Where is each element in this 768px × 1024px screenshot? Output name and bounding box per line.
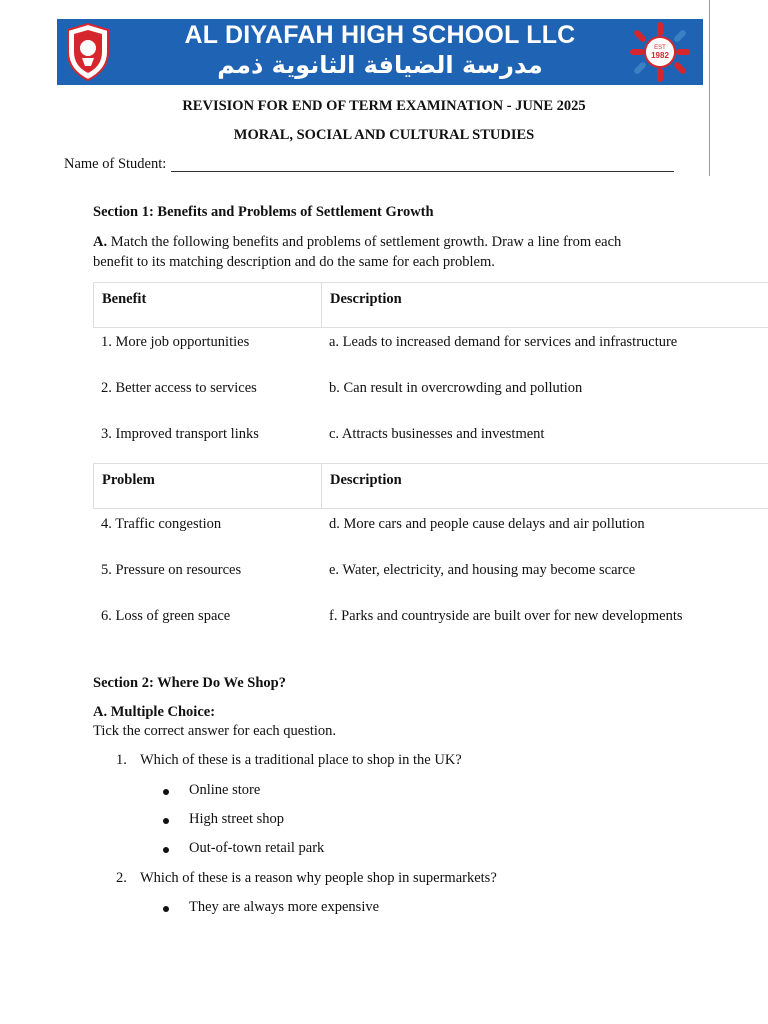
anniversary-badge-logo xyxy=(629,21,691,83)
table-row: 5. Pressure on resources e. Water, electricity, and housing may become scarce xyxy=(101,562,636,578)
bullet-icon xyxy=(163,818,169,824)
section-2-title: Section 2: Where Do We Shop? xyxy=(93,675,286,691)
school-name: AL DIYAFAH HIGH SCHOOL LLC xyxy=(184,21,576,49)
problem-description-header: Description xyxy=(330,472,402,488)
subject-title: MORAL, SOCIAL AND CULTURAL STUDIES xyxy=(233,127,535,143)
question-text: Which of these is a traditional place to shop in the UK? xyxy=(140,752,462,768)
student-name-field[interactable] xyxy=(171,171,674,172)
bullet-icon xyxy=(163,789,169,795)
section-1-instruction: A. Match the following benefits and problems of settlement growth. Draw a line from each benefit to its matching description and do the same for each problem. xyxy=(93,234,622,270)
school-name-arabic: مدرسة الضيافة الثانوية ذمم xyxy=(217,51,543,79)
table-row: 2. Better access to services b. Can result in overcrowding and pollution xyxy=(101,380,583,396)
document-title: REVISION FOR END OF TERM EXAMINATION - JUNE 2025 xyxy=(182,98,586,114)
table-row: 3. Improved transport links c. Attracts businesses and investment xyxy=(101,426,545,442)
answer-option[interactable]: They are always more expensive xyxy=(189,899,380,915)
problem-header: Problem xyxy=(102,472,155,488)
multiple-choice-title: A. Multiple Choice: xyxy=(93,704,216,720)
table-row: 4. Traffic congestion d. More cars and people cause delays and air pollution xyxy=(101,516,645,532)
benefit-header-row xyxy=(93,282,768,328)
answer-option[interactable]: Out-of-town retail park xyxy=(189,840,325,856)
table-row: 6. Loss of green space f. Parks and countryside are built over for new developments xyxy=(101,608,683,624)
svg-text:EST: EST xyxy=(654,45,666,51)
problem-header-row xyxy=(93,463,768,509)
section-1-title: Section 1: Benefits and Problems of Settlement Growth xyxy=(93,204,434,220)
answer-option[interactable]: High street shop xyxy=(189,811,285,827)
benefit-description-header: Description xyxy=(330,291,402,307)
benefit-header: Benefit xyxy=(102,291,147,307)
question-number: 1. xyxy=(116,752,127,768)
bullet-icon xyxy=(163,906,169,912)
student-name-label: Name of Student: xyxy=(64,156,167,172)
page-edge-rule xyxy=(709,0,710,176)
svg-text:1982: 1982 xyxy=(651,51,669,60)
table-row: 1. More job opportunities a. Leads to increased demand for services and infrastructure xyxy=(101,334,678,350)
bullet-icon xyxy=(163,847,169,853)
question-text: Which of these is a reason why people shop in supermarkets? xyxy=(140,870,497,886)
answer-option[interactable]: Online store xyxy=(189,782,261,798)
school-banner xyxy=(57,19,703,85)
multiple-choice-instruction: Tick the correct answer for each question. xyxy=(93,723,337,739)
question-number: 2. xyxy=(116,870,127,886)
